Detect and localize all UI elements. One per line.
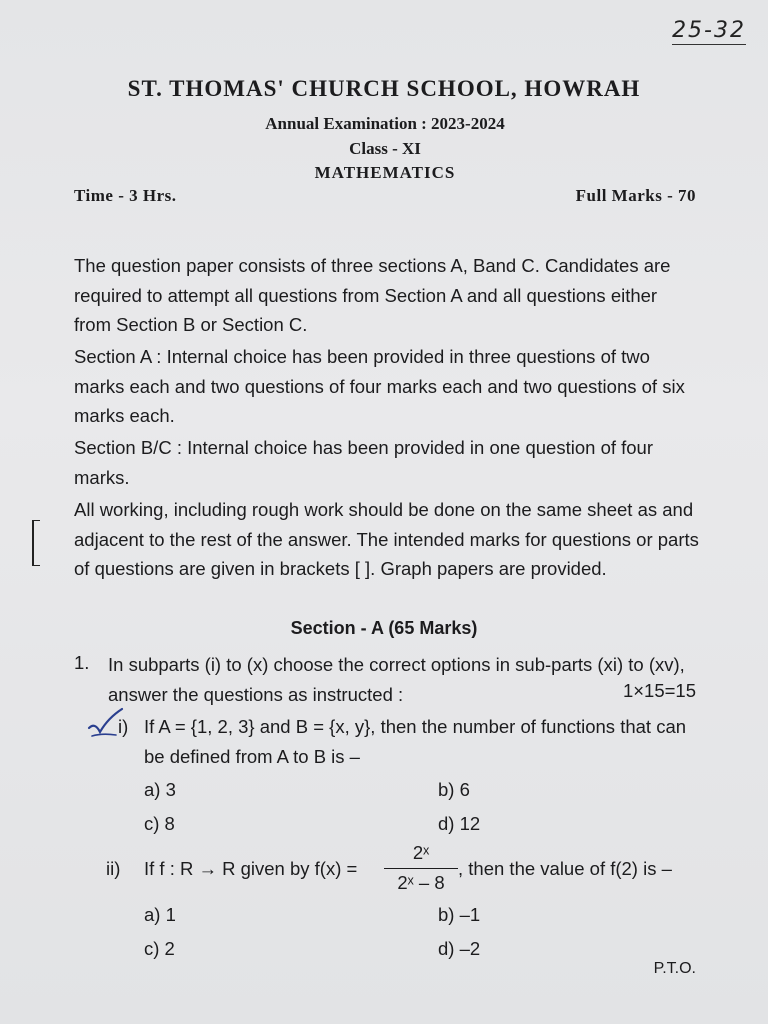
instruction-paragraph-1: The question paper consists of three sections A, Band C. Candidates are required to attempt all questions from Section A and all questions either from Section B or Section C. xyxy=(74,255,671,335)
subquestion-i-option-d: d) 12 xyxy=(438,813,481,834)
fraction-numerator: 2ˣ xyxy=(412,842,430,863)
instruction-paragraph-4: All working, including rough work should be done on the same sheet as and adjacent to the rest of the answer. The intended marks for questions or parts of questions are given in brackets [ ]. Graph papers are provided. xyxy=(74,499,699,579)
time-label: Time - 3 Hrs. xyxy=(74,186,177,205)
question-1-text: In subparts (i) to (x) choose the correct options in sub-parts (xi) to (xv), answer the questions as instructed : xyxy=(108,654,685,705)
class-label: Class - XI xyxy=(349,139,421,158)
instruction-paragraph-3: Section B/C : Internal choice has been provided in one question of four marks. xyxy=(74,437,654,488)
subquestion-i-text: If A = {1, 2, 3} and B = {x, y}, then the number of functions that can be defined from A to B is – xyxy=(144,716,687,767)
question-1-number: 1. xyxy=(74,652,90,673)
subquestion-i-option-a: a) 3 xyxy=(144,779,176,800)
question-1-marks: 1×15=15 xyxy=(622,680,696,701)
exam-title: Annual Examination : 2023-2024 xyxy=(265,114,505,133)
subquestion-ii-option-b: b) –1 xyxy=(438,904,481,925)
subquestion-ii-option-c: c) 2 xyxy=(144,938,175,959)
fraction-bar xyxy=(384,868,458,869)
subquestion-ii-label: ii) xyxy=(106,858,121,879)
handwritten-marks-note: 25-32 xyxy=(672,18,746,43)
pto-label: P.T.O. xyxy=(653,960,696,977)
subquestion-ii-option-a: a) 1 xyxy=(144,904,176,925)
section-a-title: Section - A (65 Marks) xyxy=(290,618,478,638)
subquestion-i-label: i) xyxy=(118,716,129,737)
subquestion-i-option-c: c) 8 xyxy=(144,813,175,834)
subquestion-ii-option-d: d) –2 xyxy=(438,938,481,959)
school-name: ST. THOMAS' CHURCH SCHOOL, HOWRAH xyxy=(127,76,641,101)
subquestion-i-option-b: b) 6 xyxy=(438,779,470,800)
subject-title: MATHEMATICS xyxy=(314,163,456,182)
subquestion-ii-text-before: If f : R → R given by f(x) = xyxy=(144,858,358,879)
subquestion-ii-text-after: , then the value of f(2) is – xyxy=(458,858,672,879)
instruction-paragraph-2: Section A : Internal choice has been provided in three questions of two marks each and two questions of four marks each and two questions of six marks each. xyxy=(74,346,685,426)
fraction-denominator: 2ˣ – 8 xyxy=(397,872,445,893)
function-fraction xyxy=(384,840,458,896)
full-marks-label: Full Marks - 70 xyxy=(575,186,696,205)
margin-bracket-mark xyxy=(32,520,40,566)
